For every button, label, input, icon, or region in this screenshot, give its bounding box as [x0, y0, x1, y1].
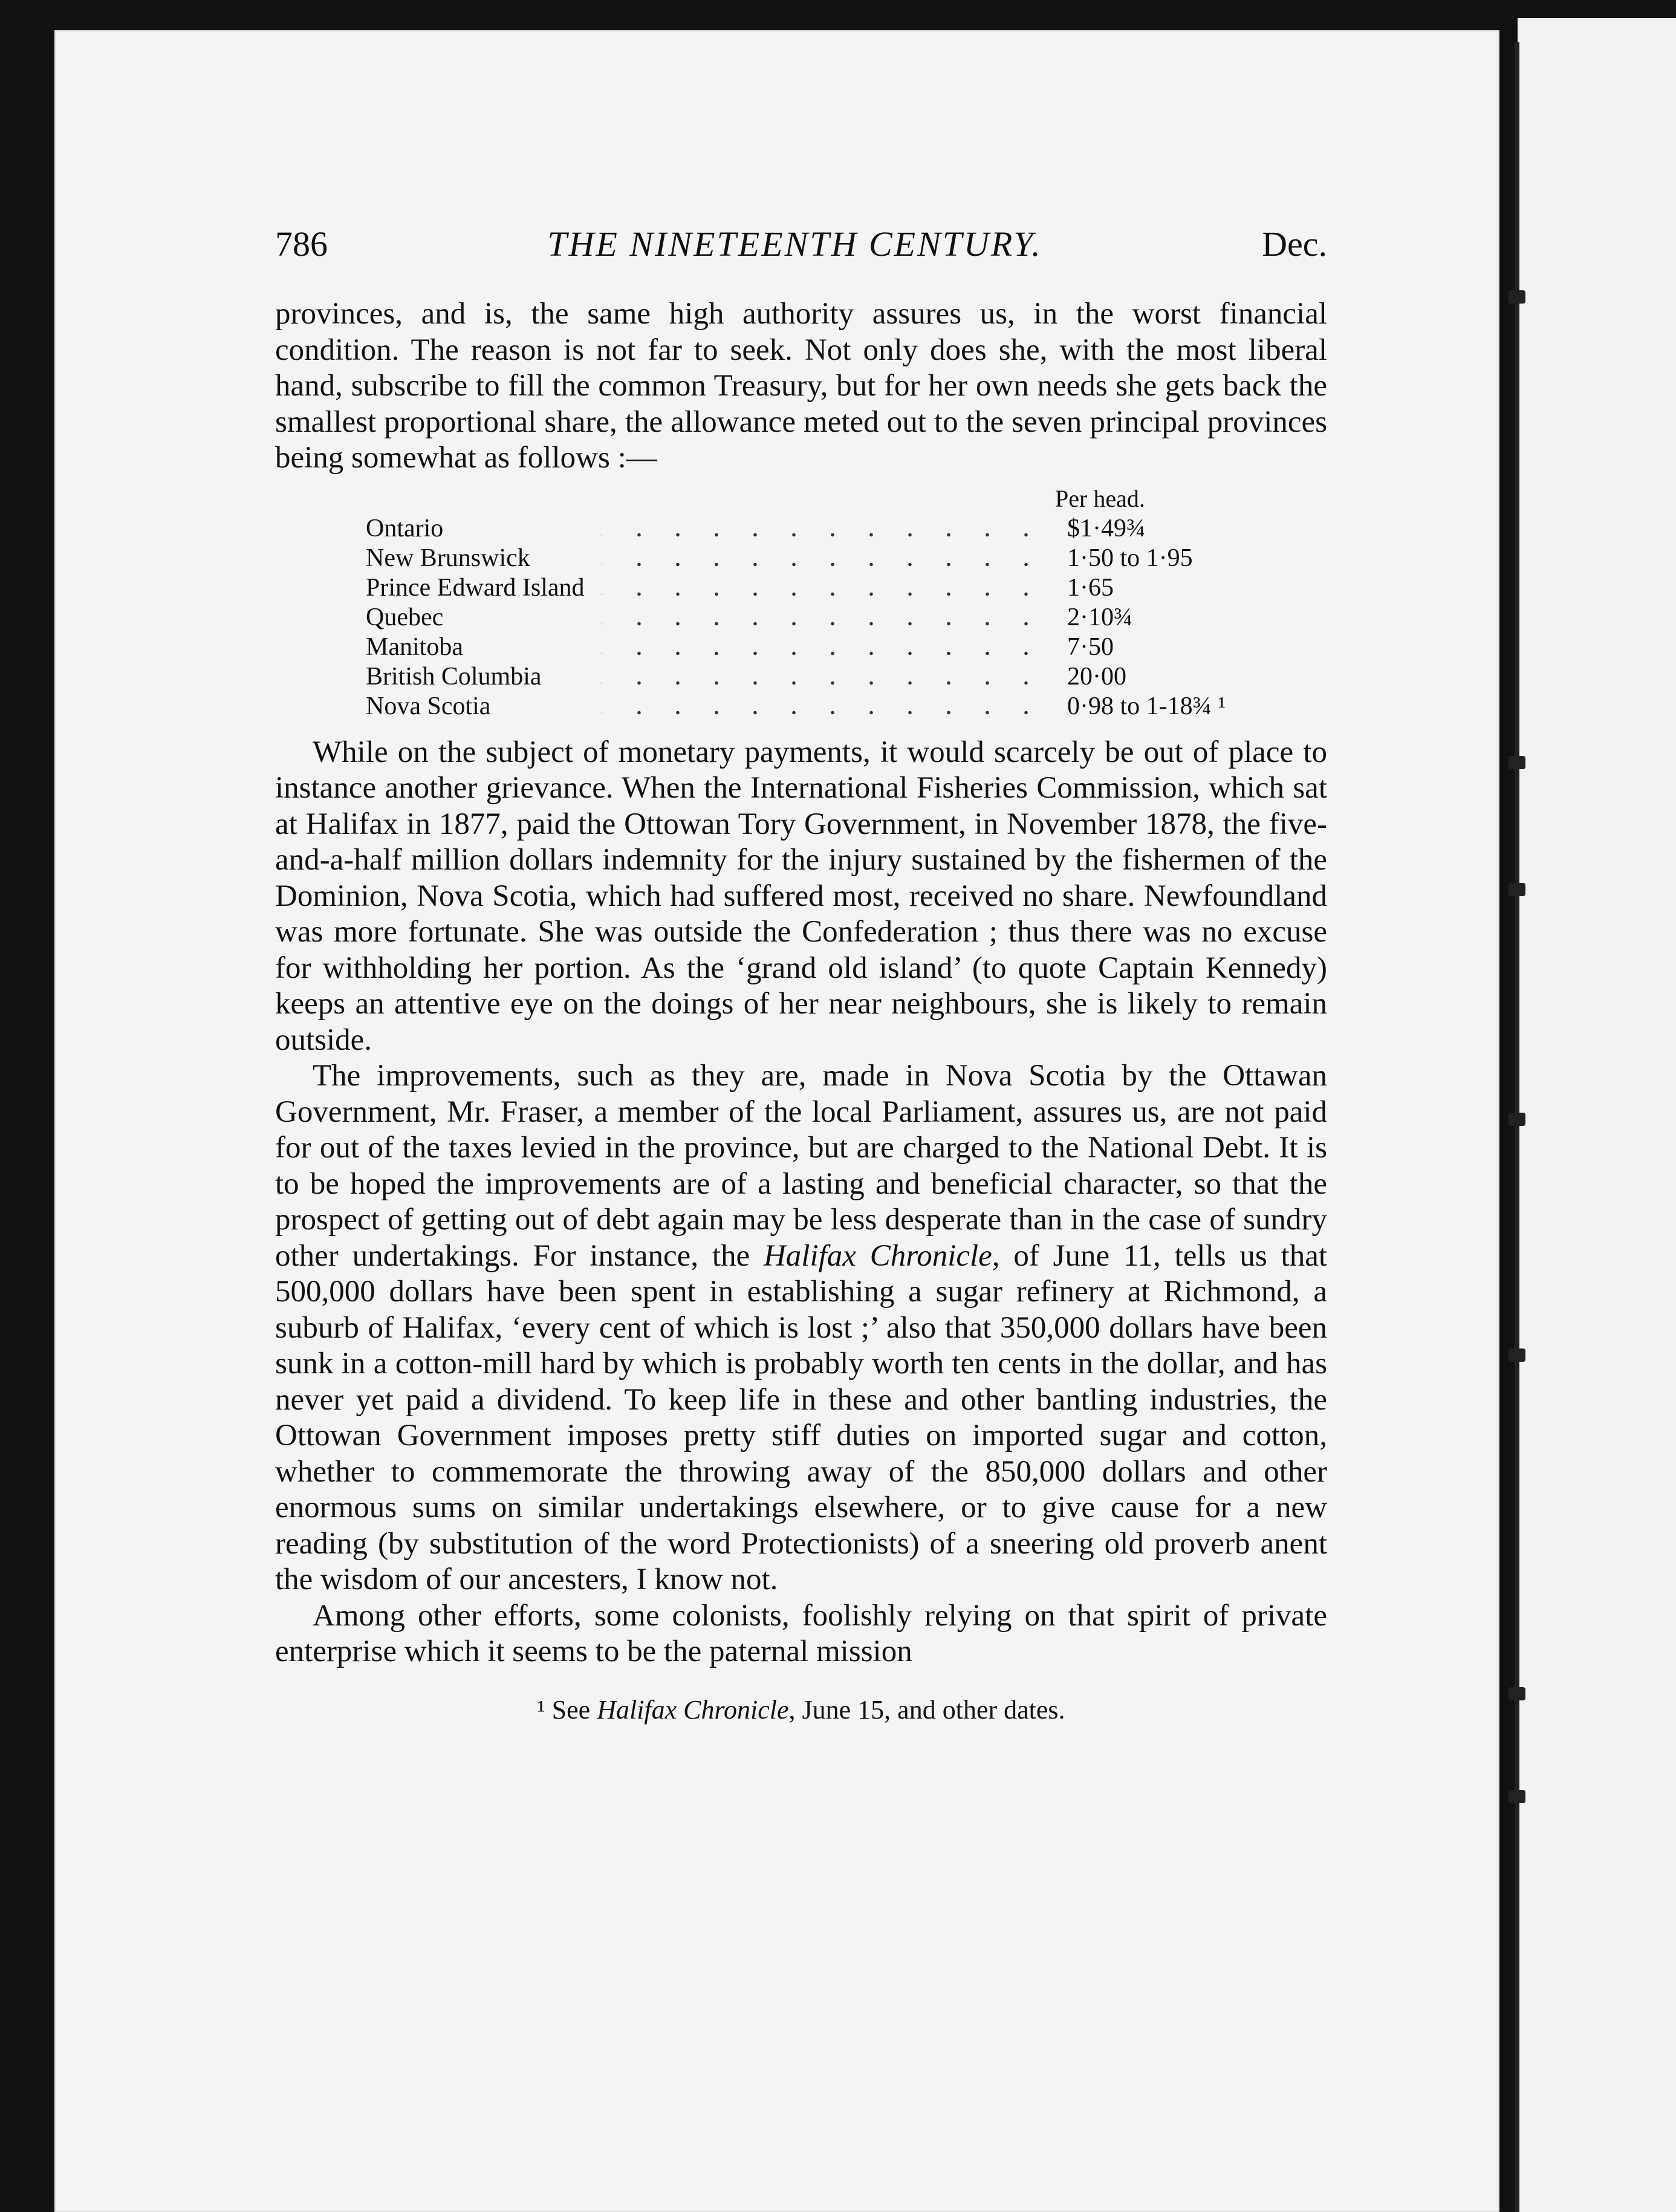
leader-dots [602, 603, 1055, 633]
table-row [275, 633, 1327, 662]
per-head-value: 0·98 to 1-18¾ ¹ [1067, 692, 1226, 720]
province-name: British Columbia [366, 662, 542, 691]
binding-mark [1509, 1687, 1525, 1700]
leader-dots [602, 633, 1055, 662]
footnote-marker: ¹ [537, 1694, 545, 1725]
table-row [275, 692, 1327, 721]
province-name: Manitoba [366, 633, 463, 661]
table-row [275, 603, 1327, 633]
running-header [275, 224, 1327, 278]
page-content [275, 224, 1327, 1725]
province-name: Ontario [366, 514, 444, 542]
binding-mark [1509, 1790, 1525, 1803]
page-number: 786 [275, 224, 328, 264]
footnote-source: Halifax Chronicle [597, 1694, 789, 1725]
binding-mark [1509, 883, 1525, 896]
leader-dots [602, 544, 1055, 573]
table-rows [275, 484, 1327, 721]
paragraph-1: provinces, and is, the same high authority assures us, in the worst financial condition. The reason is not far to seek. Not only does she, with the most liberal hand, subscribe to fill the common Treasury, but for her own needs she gets back the smallest proportional share, the allowance meted out to the seven principal provinces being somewhat as follows :— [275, 297, 1327, 475]
table-row [275, 514, 1327, 544]
paragraph-3-italic: Halifax Chronicle [763, 1238, 992, 1273]
per-head-value: 1·50 to 1·95 [1067, 544, 1193, 572]
per-head-value: 1·65 [1067, 573, 1114, 602]
paragraph-2: While on the subject of monetary payments, it would scarcely be out of place to instance another grievance. When the International Fisheries Commission, which sat at Halifax in 1877, paid the Ottowan Tory Government, in November 1878, the five-and-a-half million dollars indemnity for the injury sustained by the fishermen of the Dominion, Nova Scotia, which had suffered most, received no share. Newfoundland was more fortunate. She was outside the Confederation ; thus there was no excuse for withholding her portion. As the ‘grand old island’ (to quote Captain Kennedy) keeps an attentive eye on the doings of her near neighbours, she is likely to remain outside. [275, 735, 1327, 1057]
leader-dots [602, 692, 1055, 721]
paragraph-3-part-a: The improvements, such as they are, made in Nova Scotia by the Ottawan Government, Mr. Fraser, a member of the local Parliament, assures us, are not paid for out of the taxes levied in the province, but are charged to the National Debt. It is to be hoped the improvements are of a lasting and beneficial character, so that the prospect of getting out of debt again may be less desperate than in the case of sundry other undertakings. For instance, the [275, 1059, 1327, 1273]
paragraph-3 [275, 1058, 1327, 1598]
table-row [275, 573, 1327, 603]
binding-mark [1509, 756, 1525, 769]
leader-dots [602, 573, 1055, 603]
paragraph-3-part-b: , of June 11, tells us that 500,000 dollars have been spent in establishing a sugar refinery at Richmond, a suburb of Halifax, ‘every cent of which is lost ;’ also that 350,000 dollars have been sunk in a cotton-mill hard by which is probably worth ten cents in the dollar, and has never yet paid a dividend. To keep life in these and other bantling industries, the Ottowan Government imposes pretty stiff duties on imported sugar and cotton, whether to commemorate the throwing away of the 850,000 dollars and other enormous sums on similar undertakings elsewhere, or to give cause for a new reading (by substitution of the word Protectionists) of a sneering old proverb anent the wisdom of our ancesters, I know not. [275, 1238, 1327, 1596]
binding-mark [1509, 290, 1525, 304]
page-binding-line [1515, 42, 1519, 2212]
adjacent-page-edge [1518, 18, 1676, 2212]
binding-mark [1509, 1113, 1525, 1126]
header-month: Dec. [1262, 224, 1327, 264]
table-column-header: Per head. [1055, 484, 1145, 512]
table-row [275, 544, 1327, 573]
province-name: Nova Scotia [366, 692, 491, 720]
province-name: Quebec [366, 603, 444, 631]
per-head-value: 20·00 [1067, 662, 1126, 691]
per-head-value: $1·49¾ [1067, 514, 1146, 542]
table-row [275, 662, 1327, 692]
per-head-table [275, 484, 1327, 721]
footnote-prefix: See [545, 1694, 597, 1725]
province-name: New Brunswick [366, 544, 530, 572]
footnote [275, 1694, 1327, 1725]
footnote-suffix: , June 15, and other dates. [788, 1694, 1065, 1725]
leader-dots [602, 662, 1055, 692]
journal-title: THE NINETEENTH CENTURY. [547, 224, 1042, 264]
province-name: Prince Edward Island [366, 573, 585, 602]
paragraph-4: Among other efforts, some colonists, foolishly relying on that spirit of private enterprise which it seems to be the paternal mission [275, 1598, 1327, 1668]
per-head-value: 7·50 [1067, 633, 1114, 661]
leader-dots [602, 514, 1055, 544]
binding-mark [1509, 1348, 1525, 1362]
per-head-value: 2·10¾ [1067, 603, 1133, 631]
